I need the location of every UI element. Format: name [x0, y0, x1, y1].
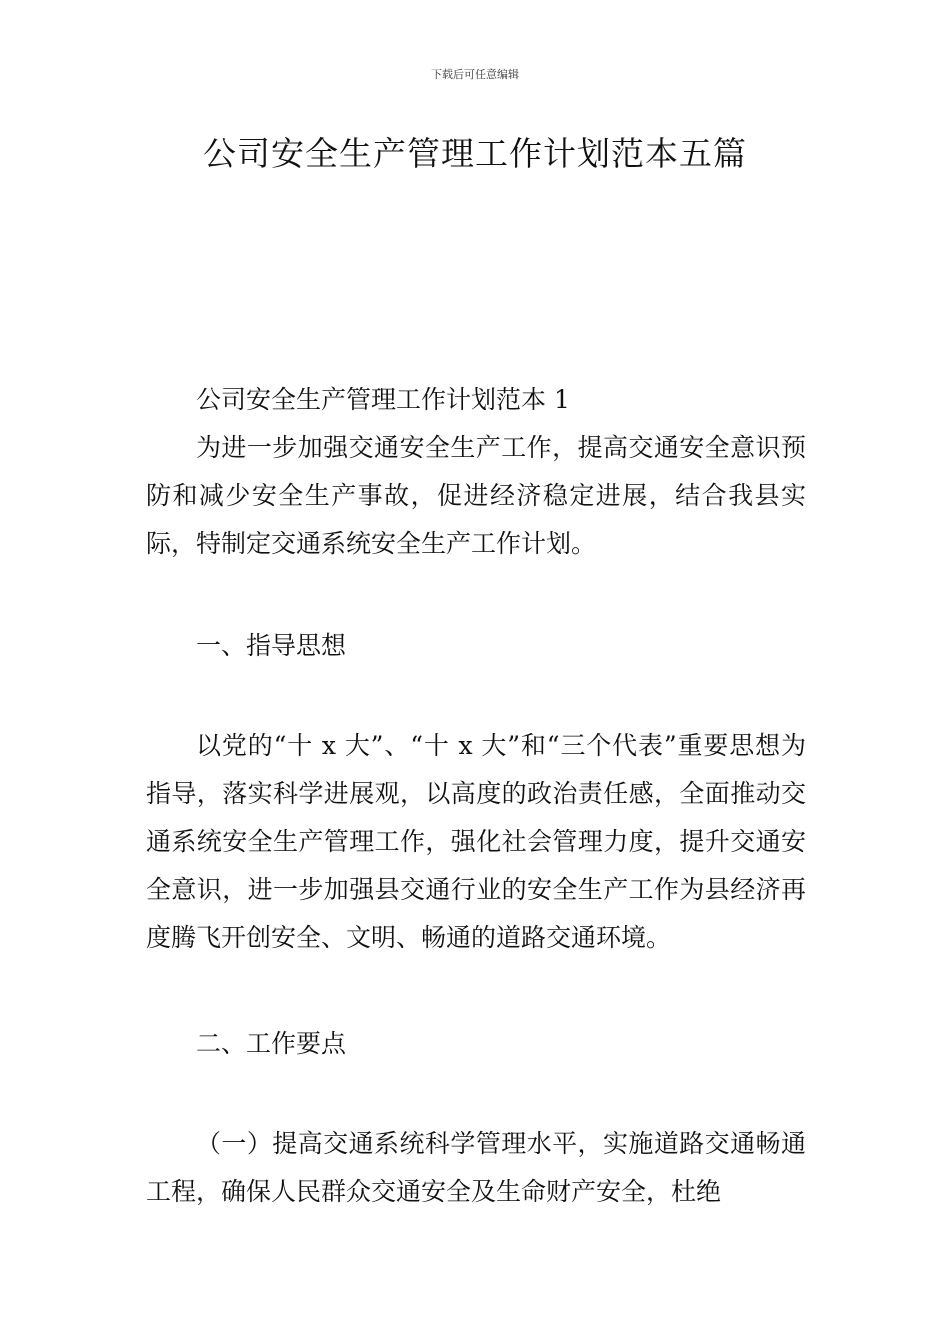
- document-title: 公司安全生产管理工作计划范本五篇: [203, 134, 747, 173]
- paragraph-2: 以党的“十 x 大”、“十 x 大”和“三个代表”重要思想为指导，落实科学进展观，以高度的政治责任感，全面推动交通系统安全生产管理工作，强化社会管理力度，提升交通安全意识，进一步加强县交通行业的安全生产工作为县经济再度腾飞开创安全、文明、畅通的道路交通环境。: [146, 731, 806, 952]
- paragraph-3: （一）提高交通系统科学管理水平，实施道路交通畅通工程，确保人民群众交通安全及生命财产安全，杜绝: [146, 1129, 806, 1206]
- header-note: 下载后可任意编辑: [431, 68, 519, 81]
- heading-guiding-ideology: 一、指导思想: [196, 631, 347, 660]
- paragraph-1: 为进一步加强交通安全生产工作，提高交通安全意识预防和减少安全生产事故，促进经济稳定进展，结合我县实际，特制定交通系统安全生产工作计划。: [146, 433, 806, 558]
- heading-work-points: 二、工作要点: [196, 1029, 347, 1058]
- section-label: 公司安全生产管理工作计划范本 1: [196, 385, 570, 414]
